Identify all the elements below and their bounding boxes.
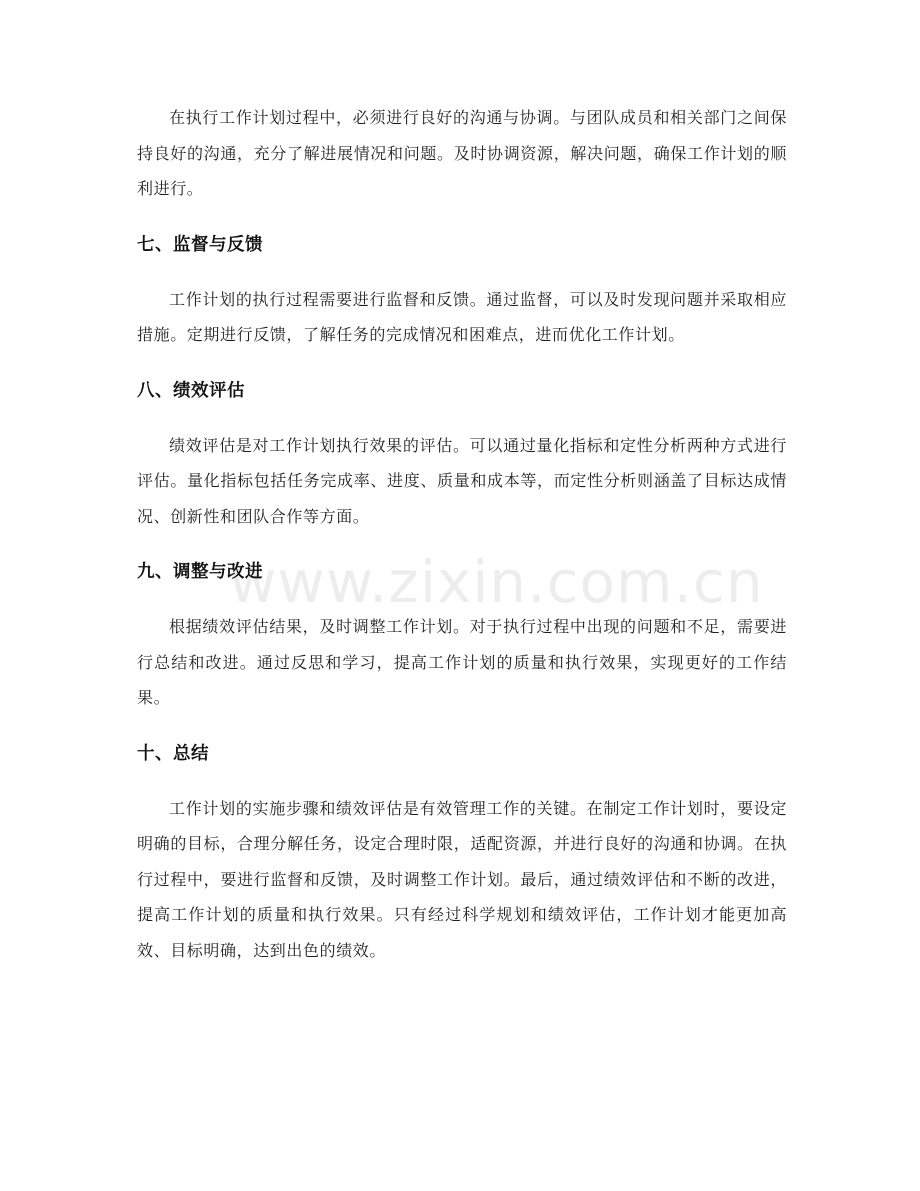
watermark: www.zixin.com.cn xyxy=(229,548,764,616)
paragraph-communication: 在执行工作计划过程中，必须进行良好的沟通与协调。与团队成员和相关部门之间保持良好的沟通，充分了解进展情况和问题。及时协调资源，解决问题，确保工作计划的顺利进行。 xyxy=(137,108,787,198)
paragraph-performance-evaluation: 绩效评估是对工作计划执行效果的评估。可以通过量化指标和定性分析两种方式进行评估。量化指标包括任务完成率、进度、质量和成本等，而定性分析则涵盖了目标达成情况、创新性和团队合作等方面。 xyxy=(137,435,787,526)
heading-performance-evaluation: 八、绩效评估 xyxy=(137,380,245,401)
document-page xyxy=(137,100,787,968)
heading-summary: 十、总结 xyxy=(137,743,209,764)
paragraph-adjustment-improvement: 根据绩效评估结果，及时调整工作计划。对于执行过程中出现的问题和不足，需要进行总结和改进。通过反思和学习，提高工作计划的质量和执行效果，实现更好的工作结果。 xyxy=(137,617,787,707)
paragraph-supervision-feedback: 工作计划的执行过程需要进行监督和反馈。通过监督，可以及时发现问题并采取相应措施。定期进行反馈，了解任务的完成情况和困难点，进而优化工作计划。 xyxy=(137,289,787,344)
heading-adjustment-improvement: 九、调整与改进 xyxy=(137,562,263,582)
paragraph-summary: 工作计划的实施步骤和绩效评估是有效管理工作的关键。在制定工作计划时，要设定明确的目标，合理分解任务，设定合理时限，适配资源，并进行良好的沟通和协调。在执行过程中，要进行监督和反馈，及时调整工作计划。最后，通过绩效评估和不断的改进，提高工作计划的质量和执行效果。只有经过科学规划和绩效评估，工作计划才能更加高效、目标明确，达到出色的绩效。 xyxy=(137,798,787,960)
heading-supervision-feedback: 七、监督与反馈 xyxy=(137,234,263,255)
